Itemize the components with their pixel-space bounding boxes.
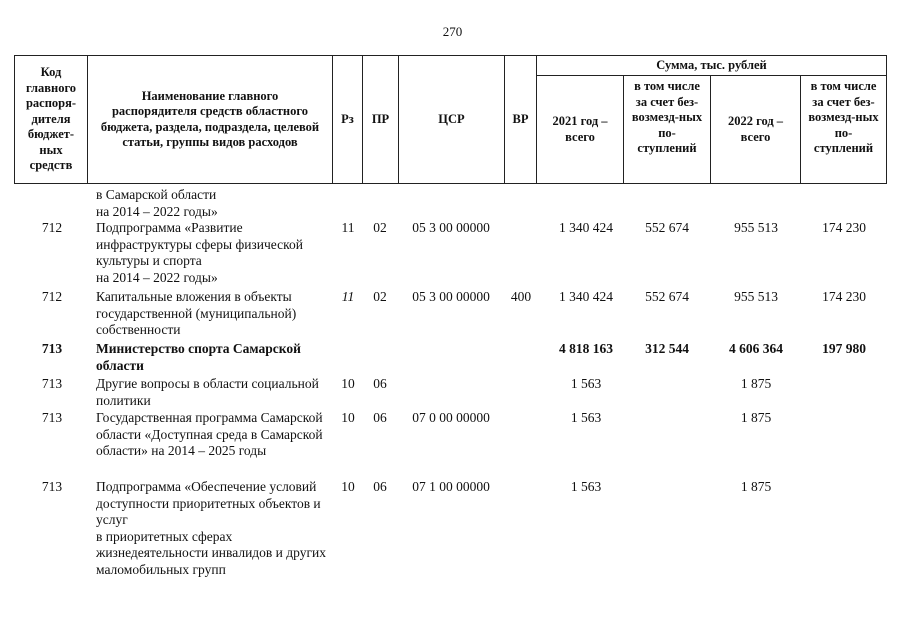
row-rz: 10 (341, 376, 355, 391)
row-csr: 05 3 00 00000 (412, 289, 490, 304)
row-name: Подпрограмма «Развитие инфраструктуры сферы физической культуры и спорта на 2014 – 2022 годы» (96, 220, 303, 285)
row-2021-free: 312 544 (645, 341, 689, 356)
header-pr: ПР (362, 55, 399, 184)
row-name: в Самарской области на 2014 – 2022 годы» (96, 187, 218, 219)
row-csr: 07 1 00 00000 (412, 479, 490, 494)
row-rz: 11 (341, 220, 355, 235)
row-name: Другие вопросы в области социальной политики (96, 376, 319, 408)
header-rz: Рз (332, 55, 363, 184)
row-pr: 06 (373, 376, 387, 391)
row-2021-total: 4 818 163 (559, 341, 613, 356)
row-2022-free: 197 980 (822, 341, 866, 356)
page-number: 270 (442, 24, 463, 39)
row-rz: 10 (341, 410, 355, 425)
row-2022-total: 4 606 364 (729, 341, 783, 356)
header-2022-free: в том числе за счет без-возмезд-ных по-ступлений (800, 75, 887, 184)
row-2021-total: 1 563 (570, 479, 602, 494)
row-2021-free: 552 674 (645, 289, 689, 304)
header-csr: ЦСР (398, 55, 505, 184)
row-2021-total: 1 563 (570, 376, 602, 391)
row-name: Капитальные вложения в объекты государственной (муниципальной) собственности (96, 289, 297, 337)
row-csr: 07 0 00 00000 (412, 410, 490, 425)
row-rz: 10 (341, 479, 355, 494)
row-2021-total: 1 340 424 (559, 220, 613, 235)
row-csr: 05 3 00 00000 (412, 220, 490, 235)
row-code: 713 (41, 376, 63, 391)
row-2022-total: 1 875 (740, 410, 772, 425)
row-pr: 02 (373, 220, 387, 235)
header-2021-free: в том числе за счет без-возмезд-ных по-ступлений (623, 75, 711, 184)
row-2022-total: 955 513 (734, 289, 778, 304)
header-2022-total: 2022 год – всего (710, 75, 801, 184)
row-name: Министерство спорта Самарской области (96, 341, 301, 373)
header-sum: Сумма, тыс. рублей (536, 55, 887, 76)
row-code: 713 (41, 410, 63, 425)
row-pr: 06 (373, 410, 387, 425)
row-pr: 02 (373, 289, 387, 304)
row-2022-free: 174 230 (822, 220, 866, 235)
row-2021-free: 552 674 (645, 220, 689, 235)
row-rz: 11 (341, 289, 355, 304)
row-name: Подпрограмма «Обеспечение условий доступности приоритетных объектов и услуг в приоритетных сферах жизнедеятельности инвалидов и других маломобильных групп (96, 479, 326, 577)
row-vr: 400 (510, 289, 532, 304)
row-2022-total: 1 875 (740, 479, 772, 494)
row-2022-total: 1 875 (740, 376, 772, 391)
header-vr: ВР (504, 55, 537, 184)
row-2021-total: 1 563 (570, 410, 602, 425)
header-code: Код главного распоря-дителя бюджет-ных средств (14, 55, 88, 184)
row-code: 712 (41, 289, 63, 304)
header-2021-total: 2021 год – всего (536, 75, 624, 184)
row-2021-total: 1 340 424 (559, 289, 613, 304)
row-code: 713 (41, 479, 63, 494)
row-pr: 06 (373, 479, 387, 494)
row-2022-free: 174 230 (822, 289, 866, 304)
row-code: 713 (41, 341, 63, 356)
row-name: Государственная программа Самарской области «Доступная среда в Самарской области» на 2014 – 2025 годы (96, 410, 323, 458)
row-2022-total: 955 513 (734, 220, 778, 235)
row-code: 712 (41, 220, 63, 235)
header-name: Наименование главного распорядителя средств областного бюджета, раздела, подраздела, целевой статьи, группы видов расходов (87, 55, 333, 184)
